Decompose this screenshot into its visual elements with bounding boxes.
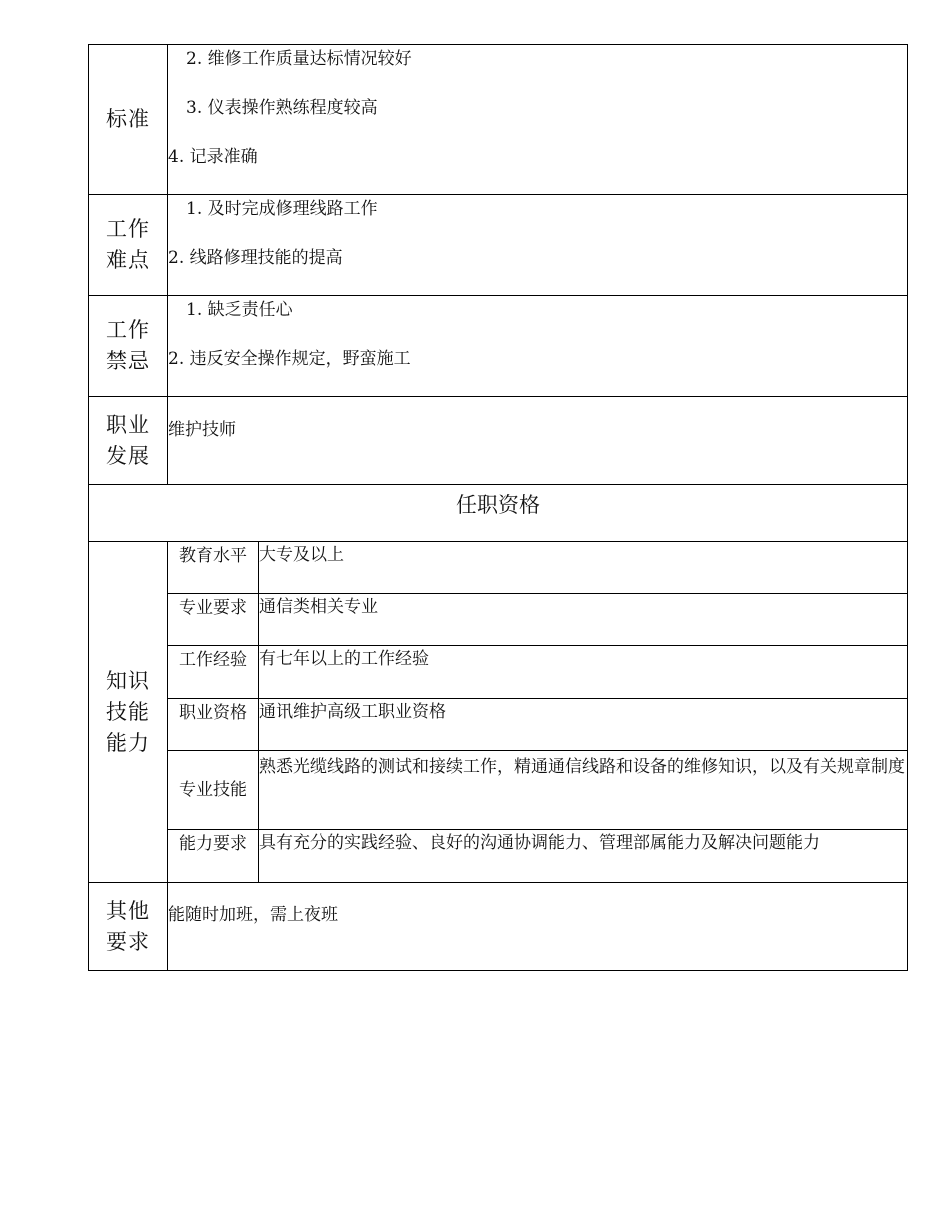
career-content (168, 397, 908, 485)
difficulty-item: 2. 线路修理技能的提高 (168, 248, 343, 268)
difficulties-content (168, 195, 908, 296)
qualification-label: 专业技能 (168, 751, 259, 830)
taboos-content (168, 296, 908, 397)
qualification-row (89, 699, 908, 751)
taboo-item: 2. 违反安全操作规定，野蛮施工 (168, 349, 411, 369)
qualification-label: 能力要求 (168, 830, 259, 883)
other-row (89, 883, 908, 971)
standard-row (89, 45, 908, 195)
taboos-row (89, 296, 908, 397)
knowledge-skills-label: 知识 技能 能力 (89, 542, 168, 883)
qualification-row (89, 594, 908, 646)
qualification-label: 专业要求 (168, 594, 259, 646)
other-content (168, 883, 908, 971)
qualifications-header-row (89, 485, 908, 542)
standard-item: 3. 仪表操作熟练程度较高 (186, 98, 378, 118)
standard-item: 2. 维修工作质量达标情况较好 (186, 49, 412, 69)
qualification-value: 大专及以上 (259, 542, 908, 594)
qualification-value: 具有充分的实践经验、良好的沟通协调能力、管理部属能力及解决问题能力 (259, 830, 908, 883)
other-label: 其他 要求 (89, 883, 168, 971)
qualification-value: 有七年以上的工作经验 (259, 646, 908, 699)
taboo-item: 1. 缺乏责任心 (186, 300, 293, 320)
qualification-value: 通讯维护高级工职业资格 (259, 699, 908, 751)
career-label: 职业 发展 (89, 397, 168, 485)
qualification-value: 熟悉光缆线路的测试和接续工作，精通通信线路和设备的维修知识，以及有关规章制度 (259, 751, 908, 830)
other-value: 能随时加班，需上夜班 (168, 905, 338, 925)
qualification-value: 通信类相关专业 (259, 594, 908, 646)
standard-item: 4. 记录准确 (168, 147, 258, 167)
difficulties-label: 工作 难点 (89, 195, 168, 296)
qualification-row (89, 646, 908, 699)
taboos-label: 工作 禁忌 (89, 296, 168, 397)
career-value: 维护技师 (168, 420, 236, 440)
qualification-label: 职业资格 (168, 699, 259, 751)
qualification-label: 教育水平 (168, 542, 259, 594)
qualifications-title: 任职资格 (89, 485, 908, 542)
standard-label: 标准 (89, 45, 168, 195)
difficulty-item: 1. 及时完成修理线路工作 (186, 199, 378, 219)
qualification-row (89, 542, 908, 594)
qualification-row (89, 830, 908, 883)
career-row (89, 397, 908, 485)
qualification-label: 工作经验 (168, 646, 259, 699)
difficulties-row (89, 195, 908, 296)
job-description-table (88, 44, 908, 971)
standard-content (168, 45, 908, 195)
qualification-row (89, 751, 908, 830)
